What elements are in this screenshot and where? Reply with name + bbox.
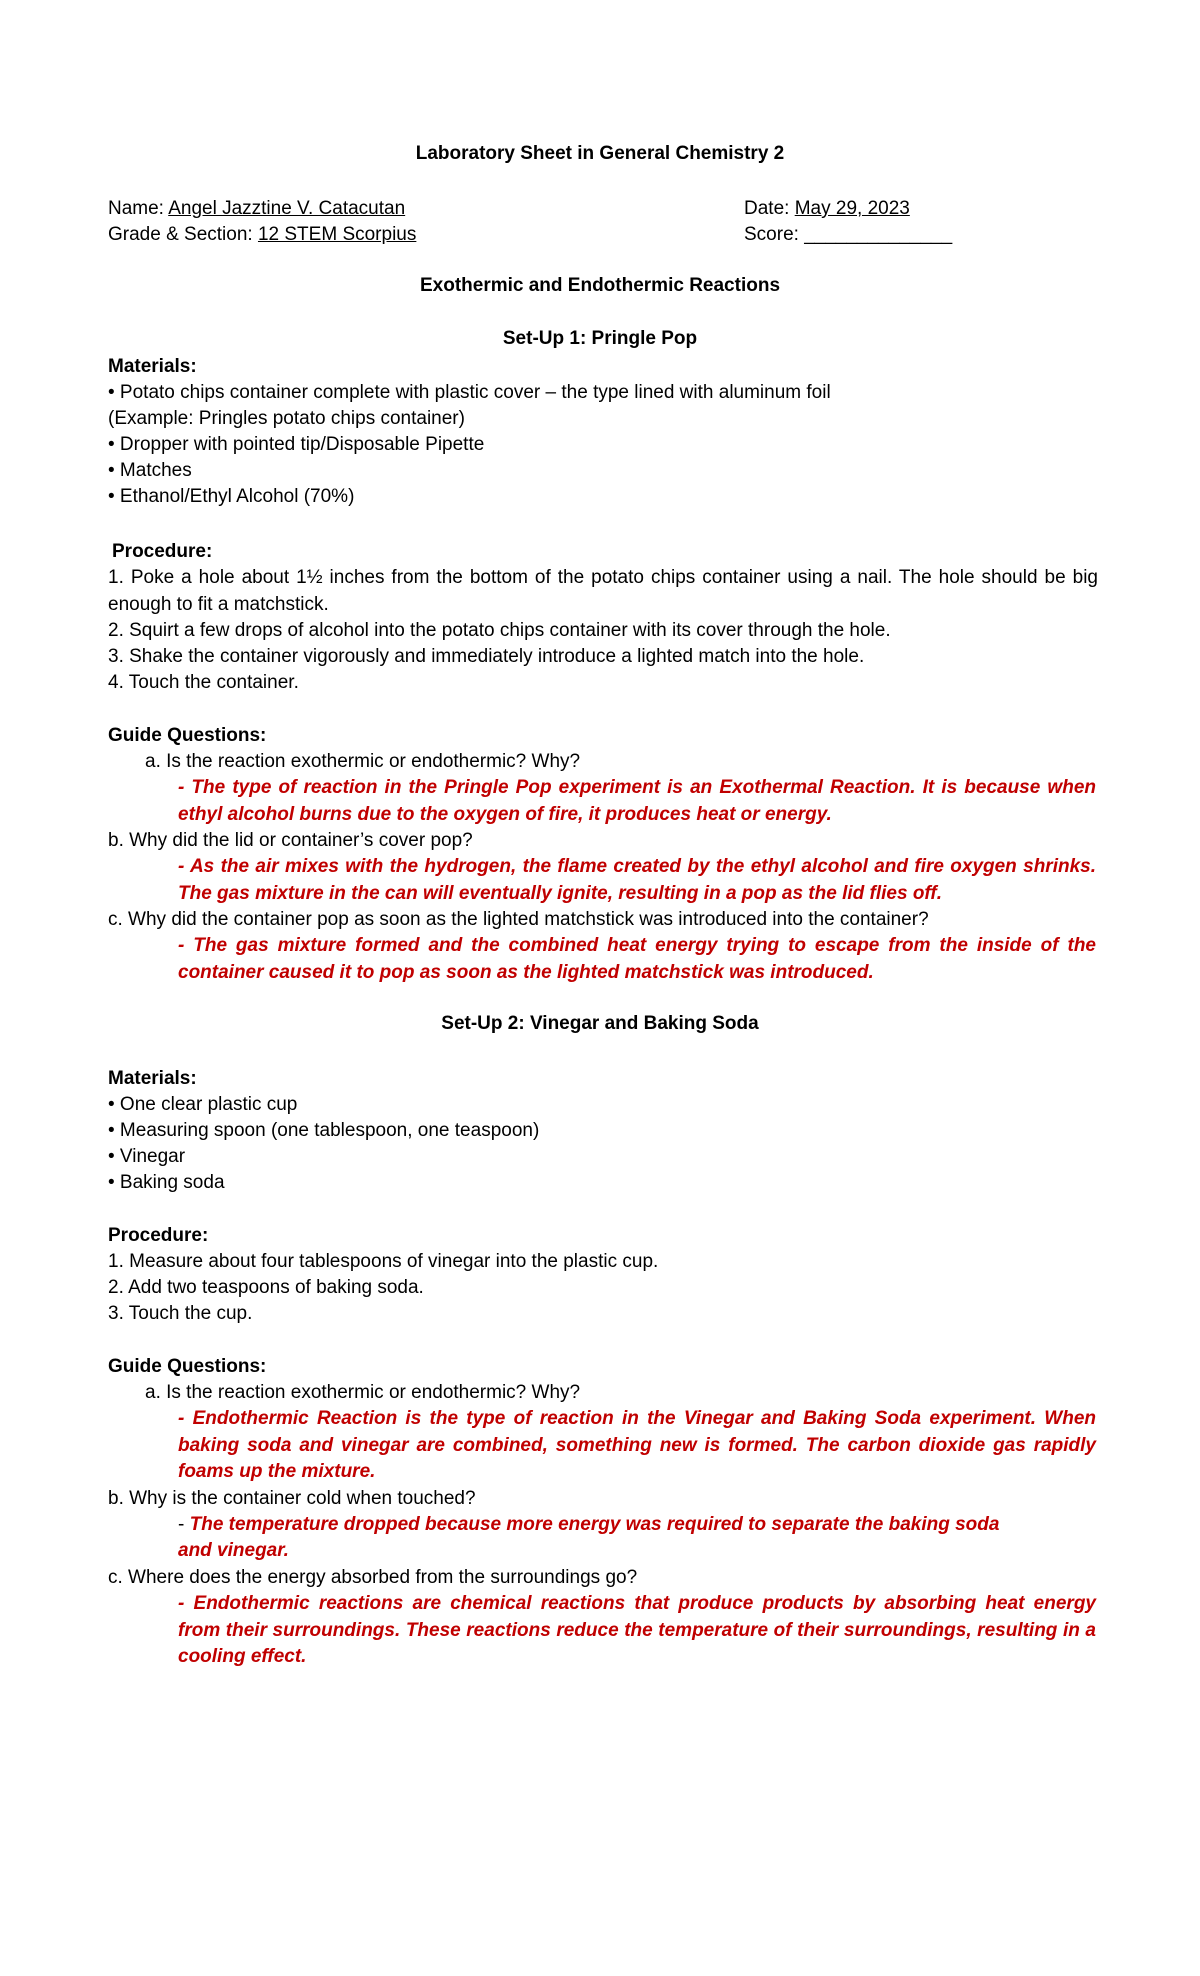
setup1-title: Set-Up 1: Pringle Pop [502,328,698,349]
name-label: Name: [108,198,169,219]
answer-dash: - [178,1514,190,1535]
setup2-materials-heading: Materials: [108,1068,197,1089]
score-line [744,222,952,248]
setup1-material-item: (Example: Pringles potato chips container) [108,408,465,429]
score-value: ______________ [804,224,953,245]
setup2-answer-b-text: The temperature dropped because more energy was required to separate the baking soda [189,1514,1000,1535]
setup2-title: Set-Up 2: Vinegar and Baking Soda [441,1013,759,1034]
topic-heading: Exothermic and Endothermic Reactions [419,275,781,296]
setup1-material-item: • Dropper with pointed tip/Disposable Pipette [108,434,485,455]
setup2-procedure-step: 2. Add two teaspoons of baking soda. [108,1277,424,1298]
setup2-answer-b-line2: and vinegar. [178,1540,289,1561]
score-label: Score: [744,224,805,245]
name-value: Angel Jazztine V. Catacutan [168,198,406,219]
grade-line [108,222,416,248]
setup2-question-c: c. Where does the energy absorbed from the surroundings go? [108,1567,638,1588]
setup2-answer-a: - Endothermic Reaction is the type of reaction in the Vinegar and Baking Soda experiment. When baking soda and vinegar are combined, something new is formed. The carbon dioxide gas rapidly foams up the mixture. [178,1408,1096,1482]
date-label: Date: [744,198,795,219]
setup1-procedure-step: 1. Poke a hole about 1½ inches from the bottom of the potato chips container using a nail. The hole should be big enough to fit a matchstick. [108,567,1098,615]
setup1-procedure-heading: Procedure: [112,541,213,562]
setup1-procedure-step: 2. Squirt a few drops of alcohol into the potato chips container with its cover through the hole. [108,620,891,641]
setup2-procedure-heading: Procedure: [108,1225,209,1246]
setup2-procedure-step: 3. Touch the cup. [108,1303,253,1324]
setup2-material-item: • Measuring spoon (one tablespoon, one teaspoon) [108,1120,540,1141]
name-line [108,196,405,222]
setup1-question-c: c. Why did the container pop as soon as the lighted matchstick was introduced into the container? [108,909,929,930]
setup1-procedure-step: 3. Shake the container vigorously and immediately introduce a lighted match into the hole. [108,646,865,667]
document-title: Laboratory Sheet in General Chemistry 2 [415,143,785,164]
setup2-question-a: a. Is the reaction exothermic or endothermic? Why? [145,1382,581,1403]
setup1-guide-heading: Guide Questions: [108,725,267,746]
setup1-material-item: • Matches [108,460,192,481]
setup1-answer-c: - The gas mixture formed and the combined heat energy trying to escape from the inside of the container caused it to pop as soon as the lighted matchstick was introduced. [178,935,1096,983]
setup2-procedure-step: 1. Measure about four tablespoons of vinegar into the plastic cup. [108,1251,659,1272]
setup1-question-a: a. Is the reaction exothermic or endothermic? Why? [145,751,581,772]
setup2-question-b: b. Why is the container cold when touched? [108,1488,476,1509]
setup1-answer-a: - The type of reaction in the Pringle Pop experiment is an Exothermal Reaction. It is because when ethyl alcohol burns due to the oxygen of fire, it produces heat or energy. [178,777,1096,825]
setup2-answer-c: - Endothermic reactions are chemical reactions that produce products by absorbing heat energy from their surroundings. These reactions reduce the temperature of their surroundings, resulting in a cooling effect. [178,1593,1096,1667]
setup1-procedure-step: 4. Touch the container. [108,672,299,693]
date-value: May 29, 2023 [794,198,910,219]
setup1-question-b: b. Why did the lid or container’s cover pop? [108,830,473,851]
setup1-material-item: • Potato chips container complete with plastic cover – the type lined with aluminum foil [108,382,831,403]
setup1-materials-heading: Materials: [108,356,197,377]
setup2-material-item: • Baking soda [108,1172,225,1193]
grade-value: 12 STEM Scorpius [257,224,417,245]
setup2-answer-b-line1 [178,1512,999,1538]
grade-label: Grade & Section: [108,224,258,245]
setup1-answer-b: - As the air mixes with the hydrogen, the flame created by the ethyl alcohol and fire oxygen shrinks. The gas mixture in the can will eventually ignite, resulting in a pop as the lid flies off. [178,856,1096,904]
setup2-guide-heading: Guide Questions: [108,1356,267,1377]
setup2-material-item: • Vinegar [108,1146,186,1167]
setup2-material-item: • One clear plastic cup [108,1094,298,1115]
date-line [744,196,910,222]
setup1-material-item: • Ethanol/Ethyl Alcohol (70%) [108,486,355,507]
